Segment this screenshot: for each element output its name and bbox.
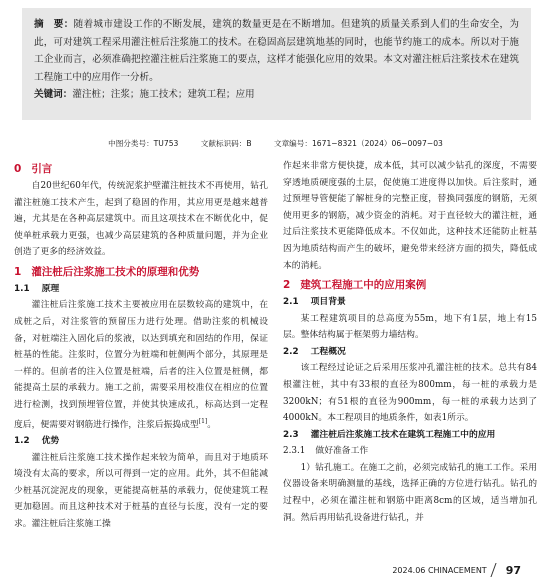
section-0-paragraph: 自20世纪60年代，传统泥浆护壁灌注桩技术不再使用，钻孔灌注桩施工技术产生，起到了稳固的作用，其应用更是越来越普遍，尤其是在各种高层建筑中。而且这项技术在不断优化中，促使单桩承载力更强，也减少高层建筑的各种质量问题，并为企业创造了更多的经济效益。 (14, 181, 268, 258)
section-1-2-heading: 1.2 优势 (14, 436, 60, 447)
keywords-label: 关键词： (34, 89, 73, 101)
document-code: 文献标识码：B (200, 139, 252, 148)
section-2-2-paragraph: 该工程经过论证之后采用压浆冲孔灌注桩的技术。总共有84根灌注桩，其中有33根的直径为800mm，每一桩的承载力是3200kN；有51根的直径为900mm，每一桩的承载力达到了4000kN。本工程项目的地质条件，如表1所示。 (283, 363, 537, 424)
citation-1[interactable]: [1] (198, 417, 208, 425)
section-2-heading: 2 建筑工程施工中的应用案例 (283, 279, 427, 292)
journal-issue: 2024.06 CHINACEMENT (392, 565, 487, 575)
right-column (283, 158, 537, 526)
continued-paragraph: 作起来非常方便快捷，成本低，其可以减少钻孔的深度，不需要穿透地质硬度强的土层，促使施工进度得以加快。后注浆时，通过预埋导管便能了解桩身的完整正度，替换同强度的钢筋，无须使用更多的钢筋，减少资金的消耗。对于直径较大的灌注桩，通过后注浆技术更能降低成本。不仅如此，这种技术还能防止桩基因为地质结构而产生的破坏，避免带来经济方面的损失，降低成本的消耗。 (283, 161, 537, 271)
clc-number: 中图分类号：TU753 (108, 139, 179, 148)
article-number: 文章编号：1671−8321（2024）06−0097−03 (274, 139, 443, 148)
section-0-heading: 0 引言 (14, 163, 53, 175)
section-2-3-1-heading: 2.3.1 做好准备工作 (283, 446, 369, 457)
abstract-box (22, 8, 531, 120)
section-1-1-heading: 1.1 原理 (14, 283, 60, 294)
article-meta (0, 138, 551, 149)
abstract-text: 随着城市建设工作的不断发展，建筑的数量更是在不断增加。但建筑的质量关系到人们的生命安全，为此，可对建筑工程采用灌注桩后注浆施工的技术。在稳固高层建筑地基的同时，也能节约施工的成本。所以对于施工企业而言，必须准确把控灌注桩后注浆施工的要点，这样才能强化应用的效果。本文对灌注桩后注浆技术在建筑工程施工中的应用作一分析。 (34, 19, 520, 83)
page-footer (392, 563, 521, 577)
left-column (14, 158, 268, 533)
section-1-heading: 1 灌注桩后注浆施工技术的原理和优势 (14, 265, 200, 278)
section-1-1-paragraph: 灌注桩后注浆施工技术主要被应用在层数较高的建筑中，在成桩之后，对注浆管的预留压力进行处理。借助注浆的机械设备，对桩端注入固化后的浆液，以达到填充和固结的作用，保证桩基的性能。注浆时，位置分为桩端和桩侧两个部分，其原理是一样的。但前者的注入位置是桩端，后者的注入位置是桩侧，都能提高土层的承载力。施工之前，需要采用校准仪在相应的位置进行检测，找到预埋管位置，并使其快速成孔，标高达到一定程度后，便需要对钢筋进行操作，注浆后振捣成型[1]。 (14, 300, 268, 430)
abstract-label: 摘 要： (34, 19, 74, 30)
section-2-1-paragraph: 某工程建筑项目的总高度为55m，地下有1层，地上有15层。整体结构属于框架剪力墙结构。 (283, 313, 537, 341)
keywords-text: 灌注桩；注浆；施工技术；建筑工程；应用 (72, 89, 255, 101)
section-2-1-heading: 2.1 项目背景 (283, 297, 346, 308)
section-2-2-heading: 2.2 工程概况 (283, 346, 346, 357)
abstract-paragraph (34, 16, 519, 86)
keywords-line (34, 86, 519, 103)
section-2-3-heading: 2.3 灌注桩后注浆施工技术在建筑工程施工中的应用 (283, 429, 496, 440)
footer-divider (490, 563, 496, 577)
section-2-3-1-paragraph: 1）钻孔施工。在施工之前，必须完成钻孔的施工工作。采用仪器设备来明确测量的基线，选择正确的方位进行钻孔。钻孔的过程中，必须在灌注桩和钢筋中距离8cm的区域，适当增加孔洞。然后再用钻孔设备进行钻孔，并 (283, 462, 537, 523)
section-1-2-paragraph: 灌注桩后注浆施工技术操作起来较为简单，而且对于地质环境没有太高的要求，所以可得到一定的应用。此外，其不但能减少桩基沉淀泥皮的现象，更能提高桩基的承载力，促使建筑工程更加稳固。而且这种技术对于桩基的直径与长度，没有一定的要求。灌注桩后注浆施工操 (14, 452, 268, 530)
page-number: 97 (505, 563, 521, 577)
